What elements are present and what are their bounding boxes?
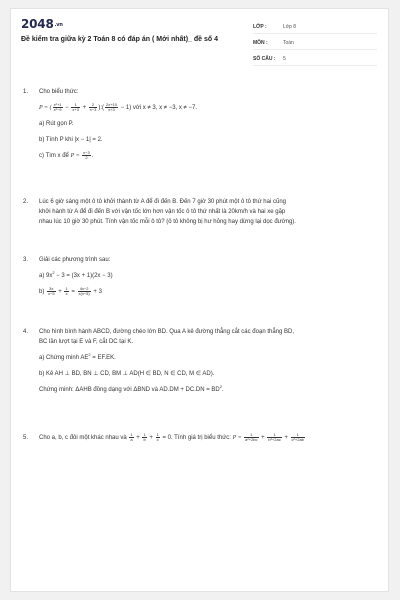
q1-part-a: a) Rút gọn P. <box>39 121 74 128</box>
question-1: 1. Cho biểu thức: P = ( $\frac{\text{x²+1}}{\text{x²−9}}$ − $\frac{1}{x+3}$ + $\frac{2}{x-3}$ ):( $\frac{2x+10}{x+3}$ − 1) với x ≠ 3, x ≠ −3, x ≠ −7. a) Rút gọn P. b) Tính P khi |x − 1| = 2. c) Tìm x để P = $\frac{x-3}{2}$ . <box>23 87 378 161</box>
meta-grade: LỚP : Lớp 8 <box>253 21 377 34</box>
site-logo[interactable]: 2048.vn <box>21 17 63 31</box>
document-page <box>10 8 389 592</box>
document-title: Đề kiểm tra giữa kỳ 2 Toán 8 có đáp án ( Mới nhất)_ đề số 4 <box>21 36 219 43</box>
question-3: 3. Giải các phương trình sau: a) $9x^2 - 3 = (3x + 1)(2x - 3)$ b) $\frac{3x}{x-5}$ + $\frac{1}{x}$ = $\frac{4x-2}{x(x-5)}$ + 3 <box>23 255 378 297</box>
q1-part-b: b) Tính P khi |x − 1| = 2. <box>39 137 103 144</box>
q5-statement: Cho a, b, c đôi một khác nhau và $\frac{1}{a}$ + $\frac{1}{b}$ + $\frac{1}{c}$ = 0. Tính giá trị biểu thức: P = $\frac{1}{\text{a²+2bc}}$ + $\frac{1}{\text{b²+2ac}}$ + $\frac{1}{\text{c²+2ab}}$ <box>39 432 304 442</box>
question-5: 5. Cho a, b, c đôi một khác nhau và $\frac{1}{a}$ + $\frac{1}{b}$ + $\frac{1}{c}$ = 0. Tính giá trị biểu thức: P = $\frac{1}{\text{a²+2bc}}$ + $\frac{1}{\text{b²+2ac}}$ + $\frac{1}{\text{c²+2ab}}$ <box>23 433 378 443</box>
q3-part-b: b) $\frac{3x}{x-5}$ + $\frac{1}{x}$ = $\frac{4x-2}{x(x-5)}$ + 3 <box>39 286 102 296</box>
q1-part-c: c) Tìm x để P = $\frac{x-3}{2}$ . <box>39 150 94 161</box>
metadata-panel <box>253 21 377 69</box>
meta-subject: MÔN : Toán <box>253 37 377 50</box>
question-4: 4. Cho hình bình hành ABCD, đường chéo lớn BD. Qua A kẻ đường thẳng cắt các đoạn thẳng BD, BC lần lượt tại E và F, cắt DC tại K. a) Chứng minh $AE^2 = EF.EK$. b) Kẻ AH ⊥ BD, BN ⊥ CD, BM ⊥ AD(H ∈ BD, N ∈ CD, M ∈ AD). Chứng minh: ΔAHB đồng dạng với ΔBND và $AD.DM + DC.DN = BD^2$. <box>23 327 378 395</box>
meta-question-count: SỐ CÂU : 5 <box>253 53 377 66</box>
q3-part-a: a) $9x^2 - 3 = (3x + 1)(2x - 3)$ <box>39 270 113 279</box>
question-2: 2. Lúc 6 giờ sáng một ô tô khởi thành từ A để đi đến B. Đến 7 giờ 30 phút một ô tô thứ hai cũng khởi hành từ A để đi đến B với vận tốc lớn hơn vận tốc ô tô thứ nhất là 20km/h và hai xe gặp nhau lúc 10 giờ 30 phút. Tính vận tốc mỗi ô tô? (ô tô không bị hư hỏng hay dừng lại dọc đường). <box>23 199 296 225</box>
q4-part-a: a) Chứng minh $AE^2 = EF.EK$. <box>39 352 116 361</box>
q4-part-c: Chứng minh: ΔAHB đồng dạng với ΔBND và $AD.DM + DC.DN = BD^2$. <box>39 384 224 393</box>
q4-part-b: b) Kẻ AH ⊥ BD, BN ⊥ CD, BM ⊥ AD(H ∈ BD, N ∈ CD, M ∈ AD). <box>39 371 215 377</box>
q1-expression: P = ( $\frac{\text{x²+1}}{\text{x²−9}}$ − $\frac{1}{x+3}$ + $\frac{2}{x-3}$ ):( $\frac{2x+10}{x+3}$ − 1) với x ≠ 3, x ≠ −3, x ≠ −7. <box>39 102 198 112</box>
